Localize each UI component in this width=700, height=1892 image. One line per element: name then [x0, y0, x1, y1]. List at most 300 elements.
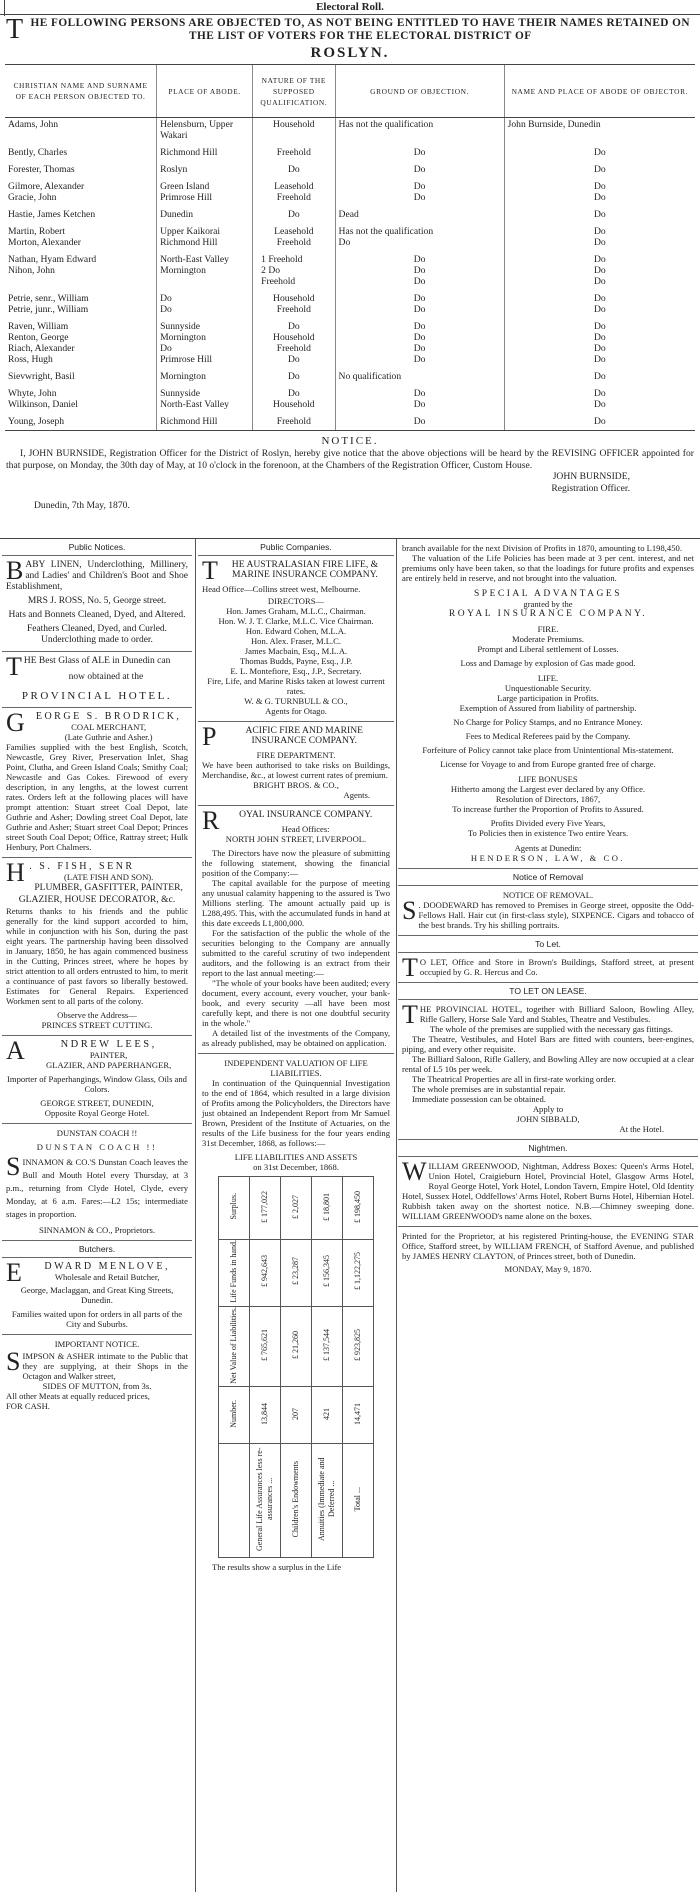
table-row-label	[250, 1444, 281, 1558]
ad-menlove	[2, 1258, 192, 1335]
table-row	[5, 370, 695, 387]
ad-text: DWARD MENLOVE,	[44, 1261, 170, 1272]
cell-text: Surplus.	[229, 1193, 238, 1220]
table-cell: Do	[335, 146, 504, 163]
table-cell: Sunnyside North-East Valley	[157, 387, 253, 415]
intro-dropcap: T	[6, 14, 24, 45]
table-row	[5, 225, 695, 253]
table-row	[219, 1240, 374, 1307]
ad-text: "The whole of your books have been audited; every document, every account, every voucher, your bank-book, and every security —all have been most carefully kept, and there is not one doubtful security in the whole."	[202, 978, 390, 1028]
table-header-cell	[219, 1387, 250, 1444]
cell-text: £ 2,027	[291, 1194, 300, 1219]
table-cell	[281, 1240, 312, 1307]
ad-text: NOTICE OF REMOVAL.	[502, 890, 594, 900]
column-rule	[195, 539, 196, 1892]
ad-provincial-lease	[398, 1000, 698, 1140]
ad-text: (LATE FISH AND SON).	[64, 872, 154, 882]
ad-text: Hats and Bonnets Cleaned, Dyed, and Altered.	[8, 610, 186, 620]
ad-text: To Policies then in existence Two entire Years.	[467, 828, 629, 838]
dropcap: S	[402, 896, 417, 925]
table-cell: Do	[253, 163, 335, 180]
ad-text: The Theatre, Vestibules, and Hotel Bars are fitted with counters, beer-engines, piping, and every other requisite.	[402, 1034, 694, 1054]
cell-text: General Life Assurances less re-assurances ...	[255, 1447, 274, 1552]
ad-text: Agents for Otago.	[265, 706, 327, 716]
ad-text: Opposite Royal George Hotel.	[44, 1108, 150, 1118]
ad-text: BRIGHT BROS. & CO.,	[253, 780, 339, 790]
table-header-cell	[219, 1306, 250, 1387]
table-row	[219, 1306, 374, 1387]
table-row	[5, 415, 695, 431]
column-1	[2, 539, 192, 1892]
cell-text: £ 198,450	[353, 1190, 362, 1223]
ad-text: Returns thanks to his friends and the public generally for the kind support accorded to him, while in conjunction with his Son, during the past eight years. The partnership having been dissolved in January, 1850, he has again commenced business in the Cutting, Princes street, where he hopes by strict attention to all orders entrusted to him, to merit a continuance of past favors so liberally bestowed. Estimates for General Repairs. Experienced Workmen sent to all parts of the colony.	[6, 906, 188, 1006]
ad-text: We have been authorised to take risks on Buildings, Merchandise, &c., at lowest current rates of premium.	[202, 760, 390, 780]
ad-text: James Macbain, Esq., M.L.A.	[244, 646, 348, 656]
cell-text: £ 23,287	[291, 1257, 300, 1286]
table-row-label	[343, 1444, 374, 1558]
ad-text: DUNSTAN COACH !!	[56, 1128, 138, 1138]
table-cell: Dunedin	[157, 208, 253, 225]
cell-text: Number.	[229, 1400, 238, 1428]
ad-text: Head Offices:	[281, 824, 330, 834]
section-nightmen: Nightmen.	[398, 1140, 698, 1157]
table-row-label	[312, 1444, 343, 1558]
table-row	[5, 253, 695, 292]
table-cell: Do	[504, 208, 695, 225]
table-cell: Helensburn, Upper Wakari	[157, 118, 253, 147]
table-cell	[343, 1240, 374, 1307]
rule	[4, 0, 5, 16]
ad-text: Hon. W. J. T. Clarke, M.L.C. Vice Chairman.	[218, 616, 374, 626]
table-cell: Gilmore, Alexander Gracie, John	[8, 181, 85, 203]
dropcap: P	[202, 722, 217, 751]
cell-text: £ 765,621	[260, 1329, 269, 1362]
table-cell: Do	[253, 370, 335, 387]
table-cell: Do Do Do	[335, 253, 504, 292]
table-cell: Sievwright, Basil	[8, 371, 75, 382]
ad-text: Underclothing made to order.	[41, 635, 153, 645]
ad-text: Agents at Dunedin:	[514, 843, 582, 853]
ad-text: OYAL INSURANCE COMPANY.	[239, 809, 373, 820]
table-cell	[343, 1177, 374, 1240]
notice-role: Registration Officer.	[551, 482, 630, 494]
ad-baby-linen	[2, 556, 192, 652]
table-row	[219, 1387, 374, 1444]
table-cell: Do Do	[504, 292, 695, 320]
table-cell	[281, 1387, 312, 1444]
column-header: PLACE OF ABODE.	[157, 65, 253, 118]
imprint-date: MONDAY, May 9, 1870.	[504, 1264, 592, 1274]
table-cell: Mornington	[157, 370, 253, 387]
cell-text: £ 137,544	[322, 1329, 331, 1362]
ad-text: JOHN SIBBALD,	[516, 1114, 580, 1124]
table-cell: Do	[504, 163, 695, 180]
table-cell: Do	[504, 370, 695, 387]
notice-signature: JOHN BURNSIDE,	[552, 471, 630, 482]
table-cell: Do Do Do Do	[504, 320, 695, 370]
cell-text: £ 923,825	[353, 1329, 362, 1362]
section-to-let: To Let.	[398, 936, 698, 953]
table-row	[219, 1177, 374, 1240]
ad-text: IMPSON & ASHER intimate to the Public that they are supplying, at their Shops in the Octagon and Walker street,	[22, 1351, 188, 1381]
liabilities-table	[218, 1176, 374, 1558]
table-cell: Do	[504, 146, 695, 163]
ad-text: The Theatrical Properties are all in first-rate working order.	[412, 1074, 616, 1084]
dropcap: W	[402, 1157, 427, 1186]
ad-text: Hon. Alex. Fraser, M.L.C.	[250, 636, 342, 646]
ad-text: COAL MERCHANT,	[71, 722, 147, 732]
table-cell: Do Do Do	[504, 253, 695, 292]
ad-text: Apply to	[532, 1104, 564, 1114]
header-title: Electoral Roll.	[316, 1, 384, 13]
ad-text: The Directors have now the pleasure of submitting the following statement, showing the financial position of the Company:—	[202, 848, 390, 878]
ad-text: Fees to Medical Referees paid by the Company.	[465, 731, 631, 741]
table-cell: Do Do	[504, 225, 695, 253]
ad-text: Feathers Cleaned, Dyed, and Curled.	[26, 624, 168, 634]
ad-text: The valuation of the Life Policies has been made at 3 per cent. interest, and net premiums only have been taken, so that the loadings for future profits and expenses are entirely held in reserve, and not brought into the valuation.	[402, 553, 694, 583]
table-cell: Leasehold Freehold	[253, 225, 335, 253]
ad-dunstan-coach	[2, 1124, 192, 1241]
table-row	[219, 1444, 374, 1558]
ad-text: To increase further the Proportion of Profits to Assured.	[452, 804, 644, 814]
table-cell: Freehold	[253, 146, 335, 163]
ad-text: granted by the	[523, 599, 573, 609]
intro-heading	[6, 14, 694, 45]
column-3	[398, 539, 698, 1892]
table-cell: Richmond Hill	[157, 146, 253, 163]
cell-text: £ 21,260	[291, 1331, 300, 1360]
column-2	[198, 539, 394, 1892]
table-cell: Do	[335, 163, 504, 180]
notice-body: I, JOHN BURNSIDE, Registration Officer for the District of Roslyn, hereby give notice that the above objections will be heard by the REVISING OFFICER appointed for that purpose, on Monday, the 30th day of May, at 10 o'clock in the forenoon, at the Chambers of the Registration Officer, Custom House.	[6, 448, 694, 471]
table-cell: North-East Valley Mornington	[157, 253, 253, 292]
table-cell	[312, 1306, 343, 1387]
ad-text: Fire, Life, and Marine Risks taken at lowest current rates.	[207, 676, 385, 696]
cell-text: £ 177,022	[260, 1190, 269, 1223]
table-cell	[219, 1444, 250, 1558]
ad-text: Resolution of Directors, 1867,	[495, 794, 601, 804]
ad-text: Immediate possession can be obtained.	[412, 1094, 546, 1104]
ad-brodrick	[2, 708, 192, 858]
ad-text: ILLIAM GREENWOOD, Nightman, Address Boxes: Queen's Arms Hotel, Union Hotel, Craigieburn Hotel, Provincial Hotel, Glasgow Arms Hotel, Royal George Hotel, York Hotel, London Tavern, Empire Hotel, Old Identity Hotel, Sussex Hotel, Oddfellows' Arms Hotel, Robert Burns Hotel, Hibernian Hotel. Rubbish taken away on the shortest notice. N.B.—Chimney sweeping done. WILLIAM GREENWOOD's name alone on the boxes.	[402, 1161, 694, 1221]
table-cell	[312, 1177, 343, 1240]
cell-text: £ 18,801	[322, 1192, 331, 1221]
ad-text: FIRE.	[537, 624, 559, 634]
ad-text: Prompt and Liberal settlement of Losses.	[477, 644, 619, 654]
ad-text: (Late Guthrie and Asher.)	[64, 732, 153, 742]
ad-text: E. L. Montefiore, Esq., J.P., Secretary.	[230, 666, 362, 676]
ad-valuation	[198, 1054, 394, 1577]
ad-text: Hon. Edward Cohen, M.L.A.	[245, 626, 347, 636]
table-cell	[312, 1240, 343, 1307]
ad-text: PRINCES STREET CUTTING.	[41, 1020, 153, 1030]
imprint-text: Printed for the Proprietor, at his registered Printing-house, the EVENING STAR Office, Stafford street, by WILLIAM FRENCH, of Stafford Avenue, and published by JAMES HENRY CLAYTON, of Princes street, both of Dunedin.	[402, 1231, 694, 1261]
ad-text: ABY LINEN, Underclothing, Millinery, and Ladies' and Children's Boot and Shoe Establishment,	[6, 560, 188, 592]
cell-text: £ 156,345	[322, 1255, 331, 1288]
dropcap: H	[6, 858, 28, 887]
table-cell: Whyte, John Wilkinson, Daniel	[8, 388, 78, 410]
table-cell: Do	[504, 415, 695, 431]
table-cell: Household	[253, 118, 335, 147]
column-rule	[396, 539, 397, 1892]
ad-australasian	[198, 556, 394, 722]
table-row	[5, 320, 695, 370]
ad-text: Agents.	[343, 790, 370, 800]
ad-text: The capital available for the purpose of meeting any unusual calamity happening to the assured is Two Millions sterling. The amount actually paid up is L288,495. This, with the accumulated funds in hand at this date exceeds L1,800,000.	[202, 878, 390, 928]
table-cell: Forester, Thomas	[8, 164, 75, 175]
ad-text: IMPORTANT NOTICE.	[54, 1339, 140, 1349]
table-cell: Has not the qualification	[335, 118, 504, 147]
table-row	[5, 118, 695, 147]
column-header: GROUND OF OBJECTION.	[335, 65, 504, 118]
table-cell: Green Island Primrose Hill	[157, 180, 253, 208]
ad-text: ROYAL INSURANCE COMPANY.	[448, 609, 648, 619]
cell-text: Total ...	[353, 1487, 362, 1512]
notice-heading: NOTICE.	[321, 435, 379, 447]
ad-text: MRS J. ROSS, No. 5, George street.	[27, 596, 167, 606]
ad-text: License for Voyage to and from Europe granted free of charge.	[440, 759, 656, 769]
ad-text: GLAZIER, AND PAPERHANGER,	[46, 1060, 172, 1070]
section-lease: TO LET ON LEASE.	[398, 983, 698, 1000]
column-header: CHRISTIAN NAME AND SURNAME OF EACH PERSON OBJECTED TO.	[5, 65, 157, 118]
cell-text: Children's Endowments	[291, 1461, 300, 1538]
ad-text: At the Hotel.	[619, 1124, 664, 1134]
cell-text: 207	[291, 1407, 300, 1420]
table-cell: Nathan, Hyam Edward Nihon, John	[8, 254, 97, 276]
notice-date: Dunedin, 7th May, 1870.	[34, 500, 130, 511]
table-cell: Do Do Do Do	[335, 320, 504, 370]
ad-pacific	[198, 722, 394, 806]
cell-text: 13,844	[260, 1402, 269, 1425]
table-cell	[343, 1306, 374, 1387]
ad-text: EORGE S. BRODRICK,	[35, 711, 182, 722]
table-cell: Do Do	[335, 387, 504, 415]
ad-text: Forfeiture of Policy cannot take place from Unintentional Mis-statement.	[422, 745, 674, 755]
ad-fish	[2, 858, 192, 1036]
ad-text: Hon. James Graham, M.L.C., Chairman.	[226, 606, 366, 616]
table-cell: Martin, Robert Morton, Alexander	[8, 226, 82, 248]
table-cell: Do Household	[253, 387, 335, 415]
advert-columns	[0, 538, 700, 1892]
ad-greenwood	[398, 1157, 698, 1227]
ad-text: DIRECTORS—	[267, 596, 325, 606]
table-cell: Young, Joseph	[5, 415, 157, 431]
table-row	[5, 387, 695, 415]
ad-text: branch available for the next Division of Profits in 1870, amounting to L198,450.	[402, 543, 682, 553]
cell-text: Life Funds in hand.	[229, 1240, 238, 1303]
cell-text: Annuities (Immediate and Deferred ...	[317, 1457, 336, 1542]
ad-provincial-ale	[2, 652, 192, 708]
table-cell: Dead	[335, 208, 504, 225]
table-header-cell	[219, 1240, 250, 1307]
table-cell	[281, 1177, 312, 1240]
ad-text: Head Office—Collins street west, Melbourne.	[202, 584, 361, 594]
table-cell	[250, 1387, 281, 1444]
ad-royal-insurance	[198, 806, 394, 1054]
dropcap: T	[402, 953, 418, 982]
table-cell: No qualification	[335, 370, 504, 387]
table-row	[5, 146, 695, 163]
ad-text: SIDES OF MUTTON, from 3s.	[42, 1381, 152, 1391]
dropcap: T	[202, 556, 218, 585]
dropcap: G	[6, 708, 28, 737]
table-cell: Petrie, senr., William Petrie, junr., William	[8, 293, 89, 315]
table-cell: Freehold	[253, 415, 335, 431]
column-header: NAME AND PLACE OF ABODE OF OBJECTOR.	[504, 65, 695, 118]
table-cell: Hastie, James Ketchen	[8, 209, 96, 220]
ad-text: FOR CASH.	[6, 1401, 50, 1411]
ad-text: Importer of Paperhangings, Window Glass, Oils and Colors.	[7, 1074, 187, 1094]
table-header-cell	[219, 1177, 250, 1240]
table-cell: Upper Kaikorai Richmond Hill	[157, 225, 253, 253]
ad-important-notice	[2, 1335, 192, 1416]
ad-text: The Billiard Saloon, Rifle Gallery, and Bowling Alley are now occupied at a clear rental of L5 10s per week.	[402, 1054, 694, 1074]
ad-text: In continuation of the Quinquennial Investigation to the end of 1864, which resulted in a large division of Profits among the Policyholders, the Directors have just obtained an Independent Report from Mr Samuel Brown, President of the Institute of Actuaries, on the results of the Life business for the four years ending 31st December, 1868, as follows:—	[202, 1078, 390, 1148]
ad-text: A detailed list of the investments of the Company, as already published, may be obtained on application.	[202, 1028, 390, 1048]
ad-text: HENDERSON, LAW, & CO.	[470, 853, 626, 863]
table-cell: Richmond Hill	[157, 415, 253, 431]
ad-to-let	[398, 953, 698, 983]
ad-text: The results show a surplus in the Life	[212, 1562, 342, 1573]
ad-text: For the satisfaction of the public the whole of the securities belonging to the Company are annually submitted to the careful scrutiny of two independent auditors, and the following is an extract from their report to the last annual meeting:—	[202, 928, 390, 978]
section-butchers: Butchers.	[2, 1241, 192, 1258]
ad-text: Observe the Address—	[57, 1010, 137, 1020]
ad-royal-continued	[398, 539, 698, 869]
dropcap: A	[6, 1036, 28, 1065]
ad-text: LIFE LIABILITIES AND ASSETS	[234, 1152, 358, 1162]
table-row	[5, 292, 695, 320]
table-row	[5, 163, 695, 180]
table-cell: Bently, Charles	[8, 147, 68, 158]
table-cell: Do Do	[335, 180, 504, 208]
ad-text: Unquestionable Security.	[504, 683, 592, 693]
ad-text: SINNAMON & CO., Proprietors.	[38, 1225, 155, 1235]
table-cell: John Burnside, Dunedin	[504, 118, 695, 147]
table-cell: Has not the qualification Do	[335, 225, 504, 253]
table-cell: Household Freehold	[253, 292, 335, 320]
dropcap: R	[202, 806, 220, 835]
ad-text: NORTH JOHN STREET, LIVERPOOL.	[225, 834, 367, 844]
ad-text: All other Meats at equally reduced prices,	[6, 1391, 150, 1401]
ad-text: Hitherto among the Largest ever declared by any Office.	[450, 784, 646, 794]
ad-doodeward	[398, 886, 698, 936]
ad-text: Families supplied with the best English, Scotch, Newcastle, Grey River, Preservation Inlet, Shag Point, Clutha, and Green Island Coals; Smithy Coal; Newcastle and Gas Cokes. Firewood of every description, in any lengths, at the lowest current rates. Orders left at the following places will have prompt attention: Stuart street Coal Depot, late Guthrie and Asher; Dowling street Coal Depot, late Guthrie and Asher; Stuart street Coal Depot; Princes street South Coal Depot; Office, Rattray street; Hulk Henbury, Port Chalmers.	[6, 742, 188, 852]
ad-text: W. & G. TURNBULL & CO.,	[244, 696, 348, 706]
ad-text: now obtained at the	[68, 672, 144, 682]
ad-text: HE PROVINCIAL HOTEL, together with Billiard Saloon, Bowling Alley, Rifle Gallery, Horse Sale Yard and Stables, Theatre and Vestibules.	[419, 1004, 694, 1024]
dropcap: B	[6, 556, 24, 585]
table-row	[5, 180, 695, 208]
ad-text: PLUMBER, GASFITTER, PAINTER, GLAZIER, HOUSE DECORATOR, &c.	[18, 882, 183, 905]
ad-text: on 31st December, 1868.	[253, 1162, 339, 1172]
table-cell: 1 Freehold 2 Do Freehold	[253, 253, 335, 292]
dropcap: S	[6, 1152, 21, 1181]
ad-text: DUNSTAN COACH !!	[36, 1142, 158, 1152]
ad-text: INNAMON & CO.'S Dunstan Coach leaves the Bull and Mouth Hotel every Thursday, at 3 p.m., returning from Clyde Hotel, Clyde, every Monday, at 6 a.m. Fares:—L2 15s; intermediate stages in proportion.	[6, 1157, 188, 1219]
table-cell	[250, 1240, 281, 1307]
cell-text: £ 1,122,275	[353, 1252, 362, 1291]
table-cell	[281, 1306, 312, 1387]
dropcap: E	[6, 1258, 25, 1287]
table-cell: Do Do	[504, 180, 695, 208]
table-cell: Raven, William Renton, George Riach, Alexander Ross, Hugh	[8, 321, 75, 365]
district-name: ROSLYN.	[310, 45, 390, 61]
table-cell: Do	[253, 208, 335, 225]
table-cell: Sunnyside Mornington Do Primrose Hill	[157, 320, 253, 370]
ad-text: LIFE.	[537, 673, 559, 683]
ad-text: No Charge for Policy Stamps, and no Entrance Money.	[453, 717, 643, 727]
ad-text: GEORGE STREET, DUNEDIN,	[40, 1098, 154, 1108]
ad-text: Exemption of Assured from liability of partnership.	[459, 703, 637, 713]
ad-lees	[2, 1036, 192, 1124]
ad-text: Profits Divided every Five Years,	[490, 818, 606, 828]
table-cell	[250, 1306, 281, 1387]
cell-text: Net Value of Liabilities.	[229, 1306, 238, 1384]
ad-text: The whole premises are in substantial repair.	[412, 1084, 566, 1094]
ad-text: Wholesale and Retail Butcher,	[54, 1272, 160, 1282]
table-cell	[343, 1387, 374, 1444]
table-cell: Do Do	[157, 292, 253, 320]
ad-text: LIFE BONUSES	[518, 774, 578, 784]
cell-text: 421	[322, 1407, 331, 1420]
ad-text: SPECIAL ADVANTAGES	[474, 589, 622, 599]
ad-text: PAINTER,	[89, 1050, 128, 1060]
dropcap: T	[402, 1000, 418, 1029]
table-cell: Do	[335, 415, 504, 431]
dropcap: S	[6, 1347, 21, 1376]
table-cell	[250, 1177, 281, 1240]
ad-text: PROVINCIAL HOTEL.	[21, 690, 173, 702]
ad-text: Moderate Premiums.	[511, 634, 585, 644]
dropcap: T	[6, 652, 22, 681]
table-cell: Do Household Freehold Do	[253, 320, 335, 370]
page-header	[0, 0, 700, 15]
section-public-companies: Public Companies.	[198, 539, 394, 556]
imprint	[398, 1227, 698, 1279]
ad-text: ACIFIC FIRE AND MARINE INSURANCE COMPANY.	[245, 725, 363, 746]
cell-text: £ 942,643	[260, 1255, 269, 1288]
table-row-label	[281, 1444, 312, 1558]
intro-text: HE FOLLOWING PERSONS ARE OBJECTED TO, AS NOT BEING ENTITLED TO HAVE THEIR NAMES RETAINED ON THE LIST OF VOTERS FOR THE ELECTORAL DISTRICT OF	[30, 17, 691, 42]
ad-text: HE AUSTRALASIAN FIRE LIFE, & MARINE INSURANCE COMPANY.	[231, 559, 379, 580]
ad-text: O LET, Office and Store in Brown's Buildings, Stafford street, at present occupied by G. R. Hercus and Co.	[419, 957, 694, 977]
ad-text: Thomas Budds, Payne, Esq., J.P.	[239, 656, 353, 666]
cell-text: 14,471	[353, 1402, 362, 1425]
table-row	[5, 208, 695, 225]
ad-text: The whole of the premises are supplied with the necessary gas fittings.	[429, 1024, 673, 1034]
table-cell: Adams, John	[8, 119, 59, 130]
table-cell: Do Do	[335, 292, 504, 320]
ad-text: Loss and Damage by explosion of Gas made good.	[460, 658, 636, 668]
ad-text: FIRE DEPARTMENT.	[256, 750, 336, 760]
table-cell: Do Do	[504, 387, 695, 415]
ad-text: NDREW LEES,	[60, 1039, 157, 1050]
ad-text: . DOODEWARD has removed to Premises in George street, opposite the Odd-Fellows Hall. Hair cut (in first-class style), SIXPENCE. Cigars and tobacco of the best brands. Try his shilling portraits.	[418, 900, 694, 930]
ad-text: INDEPENDENT VALUATION OF LIFE LIABILITIES.	[224, 1058, 368, 1078]
ad-text: HE Best Glass of ALE in Dunedin can	[23, 656, 171, 666]
section-removal: Notice of Removal	[398, 869, 698, 886]
ad-text: Families waited upon for orders in all parts of the City and Suburbs.	[11, 1309, 183, 1329]
ad-text: George, Maclaggan, and Great King Streets, Dunedin.	[20, 1285, 174, 1305]
table-cell: Roslyn	[157, 163, 253, 180]
objections-table	[5, 64, 695, 431]
section-public-notices: Public Notices.	[2, 539, 192, 556]
column-header: NATURE OF THE SUPPOSED QUALIFICATION.	[253, 65, 335, 118]
table-cell: Leasehold Freehold	[253, 180, 335, 208]
ad-text: . S. FISH, SENR	[29, 861, 135, 872]
ad-text: Large participation in Profits.	[497, 693, 599, 703]
table-cell	[312, 1387, 343, 1444]
